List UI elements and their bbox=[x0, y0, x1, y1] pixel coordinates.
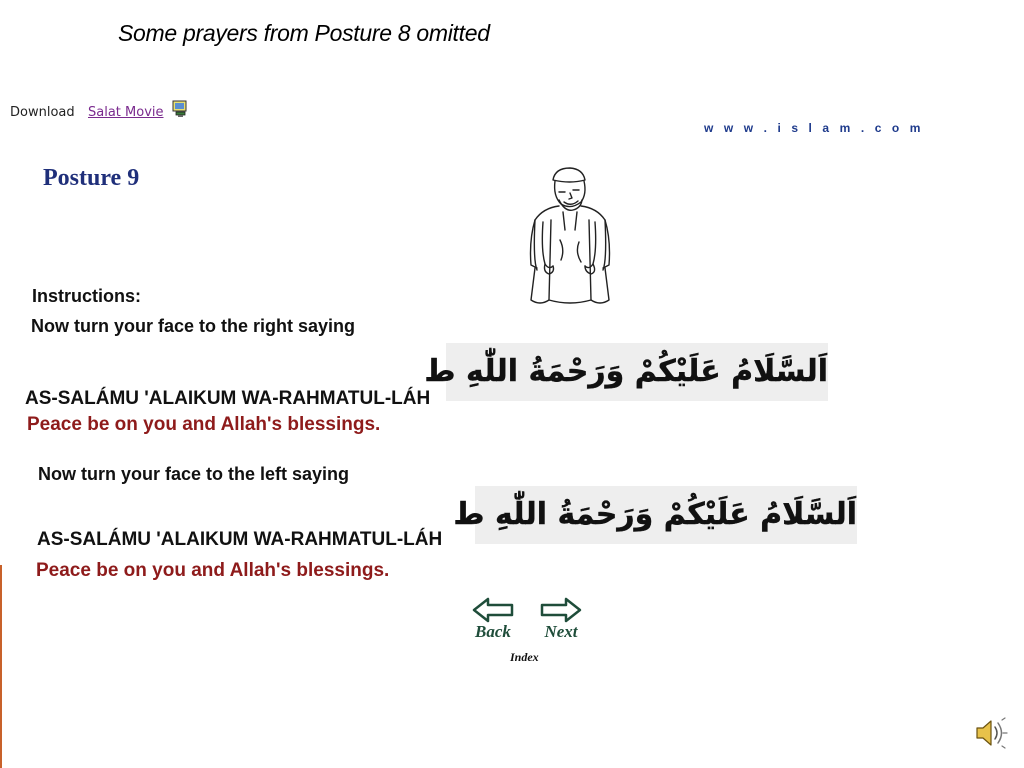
next-button[interactable] bbox=[536, 597, 586, 642]
index-link[interactable]: Index bbox=[510, 650, 539, 664]
arabic-salam-right: اَلسَّلَامُ عَلَيْكُمْ وَرَحْمَةُ اللّٰهِ ط bbox=[446, 343, 828, 401]
next-label: Next bbox=[544, 622, 578, 641]
slide-title: Some prayers from Posture 8 omitted bbox=[118, 20, 490, 46]
posture-heading: Posture 9 bbox=[43, 165, 140, 191]
back-button[interactable] bbox=[467, 597, 519, 642]
site-url[interactable]: w w w . i s l a m . c o m bbox=[704, 121, 925, 135]
arabic-salam-left: اَلسَّلَامُ عَلَيْكُمْ وَرَحْمَةُ اللّٰهِ ط bbox=[475, 486, 857, 544]
instructions-label: Instructions: bbox=[32, 286, 142, 306]
left-arrow-icon bbox=[472, 597, 514, 623]
transliteration-right: AS-SALÁMU 'ALAIKUM WA-RAHMATUL-LÁH bbox=[25, 388, 431, 409]
back-label: Back bbox=[475, 622, 511, 641]
speaker-icon[interactable] bbox=[973, 715, 1009, 751]
salat-movie-link[interactable]: Salat Movie bbox=[88, 105, 164, 120]
film-icon[interactable] bbox=[171, 100, 189, 118]
meaning-right: Peace be on you and Allah's blessings. bbox=[27, 414, 381, 435]
turn-right-instruction: Now turn your face to the right saying bbox=[31, 316, 356, 336]
slide-edge-bar bbox=[0, 565, 2, 768]
right-arrow-icon bbox=[540, 597, 582, 623]
meaning-left: Peace be on you and Allah's blessings. bbox=[36, 560, 390, 581]
turn-left-instruction: Now turn your face to the left saying bbox=[38, 464, 350, 484]
download-label: Download bbox=[10, 105, 75, 120]
transliteration-left: AS-SALÁMU 'ALAIKUM WA-RAHMATUL-LÁH bbox=[37, 529, 443, 550]
praying-man-figure bbox=[515, 160, 620, 310]
